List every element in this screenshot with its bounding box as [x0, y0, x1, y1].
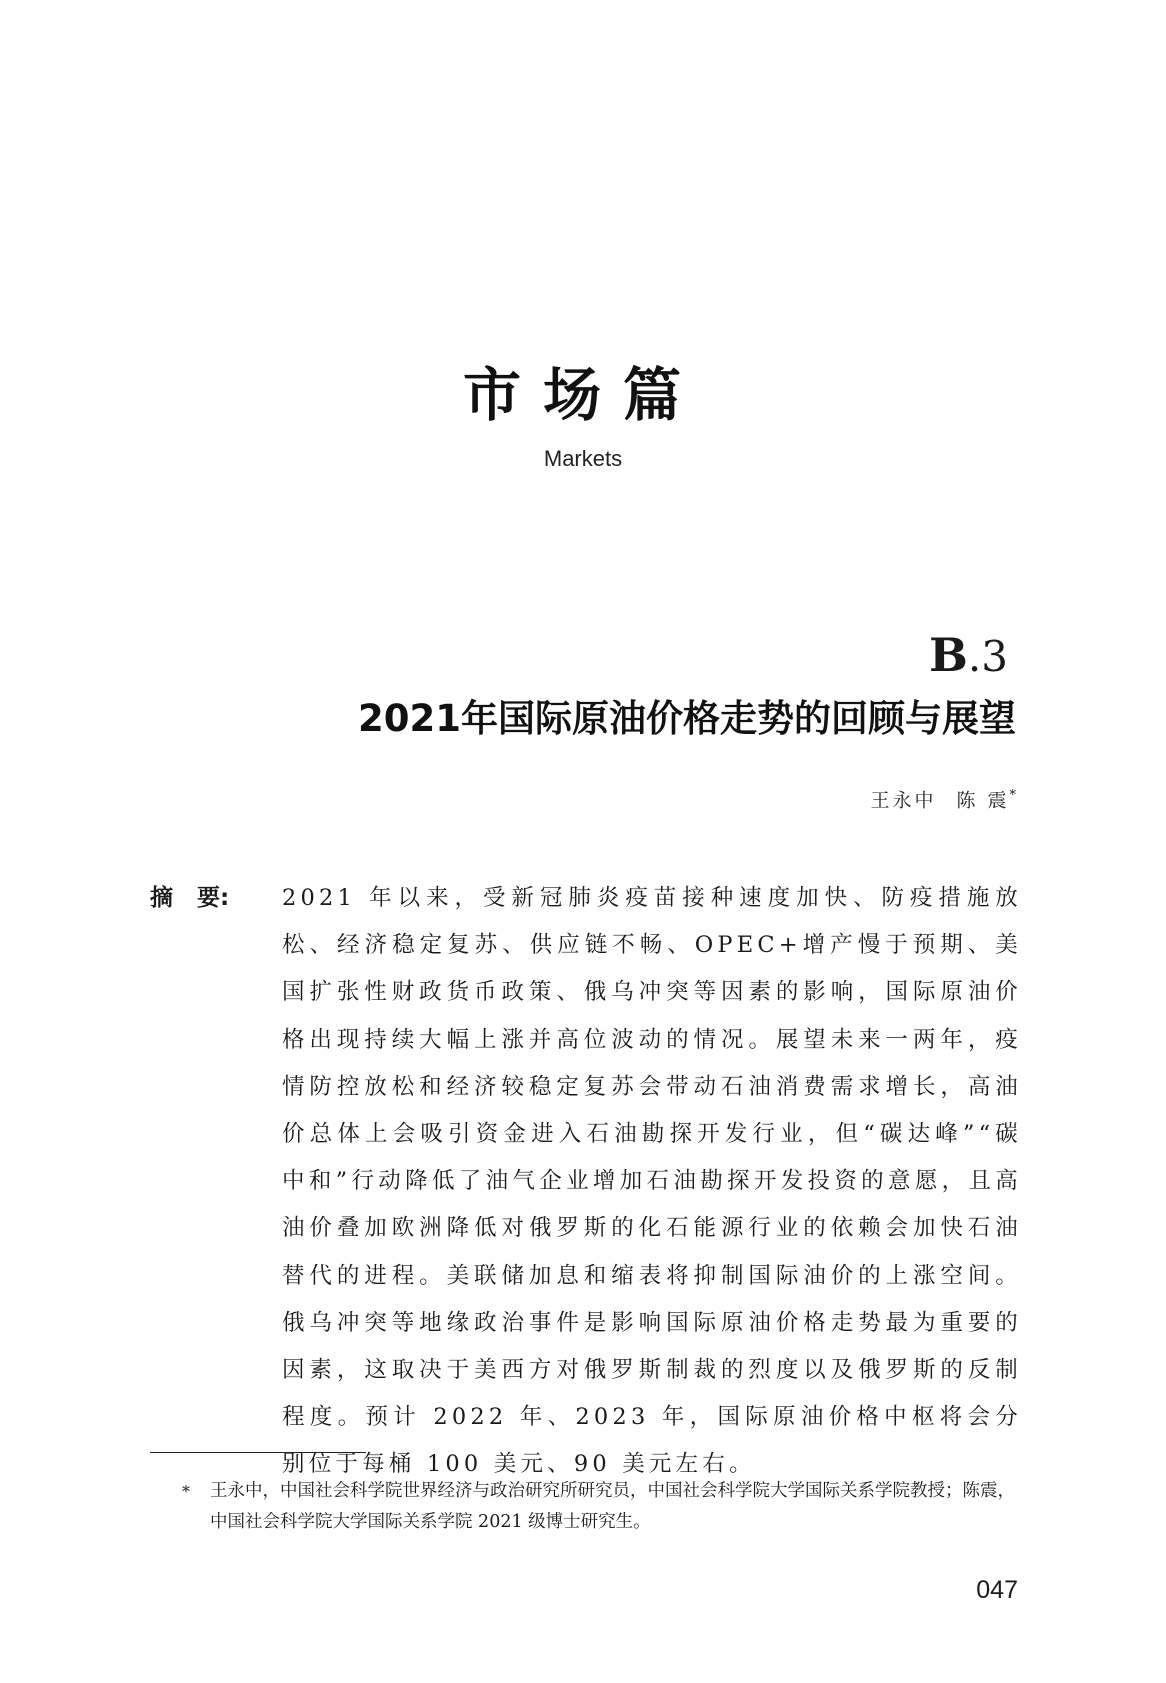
author-line: [870, 783, 1016, 813]
abstract-label-part: 摘: [150, 885, 173, 911]
section-title: 市场篇: [462, 361, 703, 429]
chapter-index: .3: [967, 632, 1008, 681]
abstract-body: 2021 年以来，受新冠肺炎疫苗接种速度加快、防疫措施放松、经济稳定复苏、供应链不畅、OPEC+增产慢于预期、美国扩张性财政货币政策、俄乌冲突等因素的影响，国际原油价格出现持续大幅上涨并高位波动的情况。展望未来一两年，疫情防控放松和经济较稳定复苏会带动石油消费需求增长，高油价总体上会吸引资金进入石油勘探开发行业，但“碳达峰”“碳中和”行动降低了油气企业增加石油勘探开发投资的意愿，且高油价叠加欧洲降低对俄罗斯的化石能源行业的依赖会加快石油替代的进程。美联储加息和缩表将抑制国际油价的上涨空间。俄乌冲突等地缘政治事件是影响国际原油价格走势最为重要的因素，这取决于美西方对俄罗斯制裁的烈度以及俄罗斯的反制程度。预计 2022 年、2023 年，国际原油价格中枢将会分别位于每桶 100 美元、90 美元左右。: [282, 885, 1022, 1478]
footnote-text: 王永中，中国社会科学院世界经济与政治研究所研究员，中国社会科学院大学国际关系学院教授；陈震，中国社会科学院大学国际关系学院 2021 级博士研究生。: [210, 1481, 1015, 1532]
footnote-mark: *: [182, 1482, 190, 1501]
abstract-label: [150, 875, 270, 922]
footnote-divider: [150, 1452, 366, 1453]
chapter-letter: B: [929, 628, 968, 682]
author-name: 王永中: [870, 789, 937, 812]
chapter-title: 2021年国际原油价格走势的回顾与展望: [358, 697, 1016, 740]
page-number: 047: [976, 1576, 1018, 1604]
chapter-number: [929, 630, 1008, 682]
section-subtitle: Markets: [543, 446, 623, 471]
author-footnote-mark: *: [1009, 788, 1016, 803]
footnote: [182, 1476, 1020, 1538]
abstract-label-part: 要:: [197, 885, 230, 911]
author-name: 陈 震: [956, 789, 1010, 812]
